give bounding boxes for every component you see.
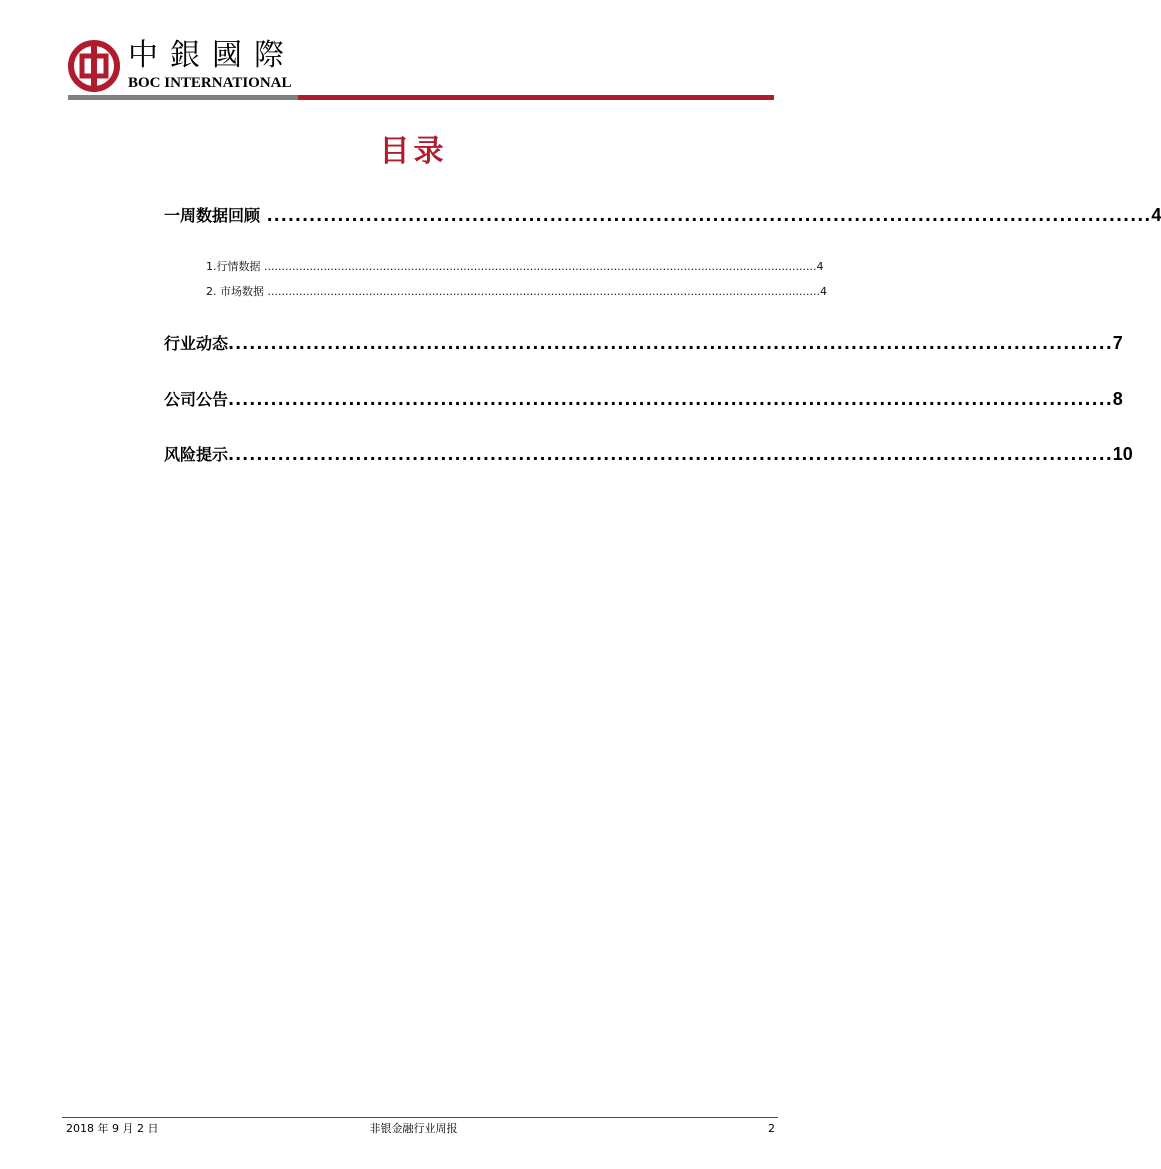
- footer-report-name: 非银金融行业周报: [369, 1122, 458, 1135]
- toc-entry-label: 2. 市场数据: [206, 285, 264, 298]
- toc-entry-label: 一周数据回顾: [164, 206, 261, 225]
- toc-leader-dots: .............................................................................................................................: [228, 445, 1113, 464]
- toc-entry-page: 4: [816, 260, 824, 273]
- boc-logo-icon: [68, 40, 120, 92]
- toc-entry-label: 1.行情数据: [206, 260, 261, 273]
- logo-chinese-text: 中銀國際: [128, 38, 296, 73]
- header-rule-red: [298, 95, 774, 100]
- footer-rule: [62, 1117, 778, 1118]
- toc-leader-dots: .............................................................................................................................: [228, 334, 1113, 353]
- toc-entry-market-data[interactable]: [206, 258, 824, 274]
- toc-entry-industry-news[interactable]: [164, 331, 1123, 354]
- toc-entry-company-announcements[interactable]: [164, 387, 1123, 410]
- logo-english-text: BOC INTERNATIONAL: [128, 75, 292, 91]
- header-rule: [68, 95, 774, 100]
- toc-leader-dots: .............................................................................................................................: [228, 390, 1113, 409]
- toc-entry-page: 4: [1151, 205, 1161, 225]
- toc-entry-label: 风险提示: [164, 445, 229, 464]
- toc-entry-page: 8: [1112, 389, 1123, 409]
- toc-leader-dots: ..............................................................................................................................................................: [260, 260, 817, 273]
- toc-entry-risk-warning[interactable]: [164, 442, 1133, 465]
- header-rule-grey: [68, 95, 298, 100]
- toc-entry-label: 行业动态: [164, 334, 229, 353]
- toc-entry-weekly-data-review[interactable]: [164, 203, 1161, 226]
- footer-date: 2018 年 9 月 2 日: [66, 1122, 159, 1135]
- footer-page-number: 2: [768, 1122, 775, 1135]
- toc-entry-page: 7: [1112, 333, 1123, 353]
- toc-leader-dots: .............................................................................................................................: [260, 206, 1152, 225]
- toc-entry-page: 4: [819, 285, 827, 298]
- toc-leader-dots: ..............................................................................................................................................................: [264, 285, 820, 298]
- toc-entry-page: 10: [1112, 444, 1133, 464]
- toc-title: 目录: [379, 134, 448, 169]
- toc-entry-label: 公司公告: [164, 390, 229, 409]
- toc-entry-market-statistics[interactable]: [206, 283, 827, 299]
